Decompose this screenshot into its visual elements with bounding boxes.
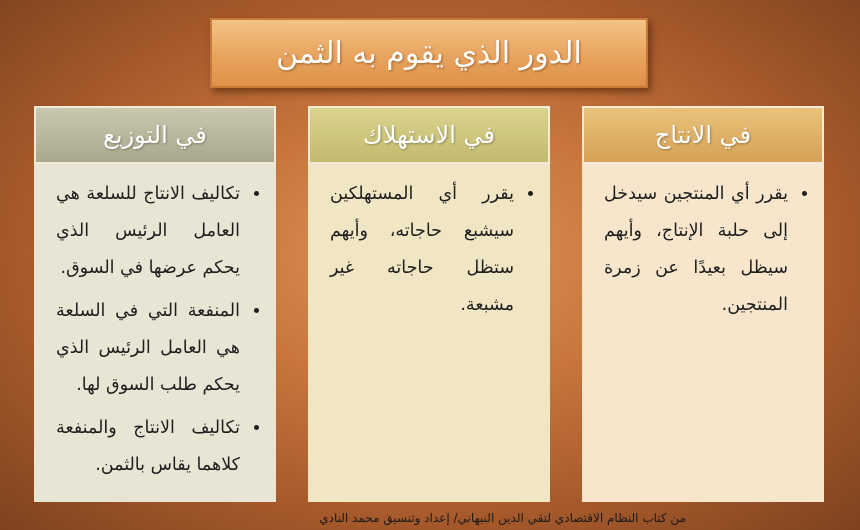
distribution-heading: في التوزيع bbox=[103, 121, 207, 149]
production-body bbox=[582, 164, 824, 502]
production-column bbox=[582, 106, 824, 502]
consumption-bullet: • يقرر أي المستهلكين سيشبع حاجاته، وأيهم ستظل حاجاته غير مشبعة. bbox=[330, 176, 516, 324]
distribution-body bbox=[34, 164, 276, 502]
distribution-bullet-utility: • المنفعة التي في السلعة هي العامل الرئيس الذي يحكم طلب السوق لها. bbox=[56, 293, 242, 404]
diagram-title: الدور الذي يقوم به الثمن bbox=[276, 35, 582, 71]
source-footer: من كتاب النظام الاقتصادي لتقي الدين النبهاني/ إعداد وتنسيق محمد النادي bbox=[319, 511, 686, 525]
distribution-bullet-list bbox=[56, 176, 262, 484]
distribution-bullet-cost: • تكاليف الانتاج للسلعة هي العامل الرئيس الذي يحكم عرضها في السوق. bbox=[56, 176, 242, 287]
consumption-heading: في الاستهلاك bbox=[363, 121, 495, 149]
consumption-column bbox=[308, 106, 550, 502]
consumption-bullet-list bbox=[330, 176, 536, 324]
production-header bbox=[582, 106, 824, 164]
consumption-body bbox=[308, 164, 550, 502]
consumption-header bbox=[308, 106, 550, 164]
production-bullet: • يقرر أي المنتجين سيدخل إلى حلبة الإنتاج، وأيهم سيظل بعيدًا عن زمرة المنتجين. bbox=[604, 176, 790, 324]
distribution-column bbox=[34, 106, 276, 502]
distribution-bullet-price: • تكاليف الانتاج والمنفعة كلاهما يقاس بالثمن. bbox=[56, 410, 242, 484]
title-box bbox=[210, 18, 648, 88]
distribution-header bbox=[34, 106, 276, 164]
production-heading: في الانتاج bbox=[654, 121, 752, 149]
production-bullet-list bbox=[604, 176, 810, 324]
